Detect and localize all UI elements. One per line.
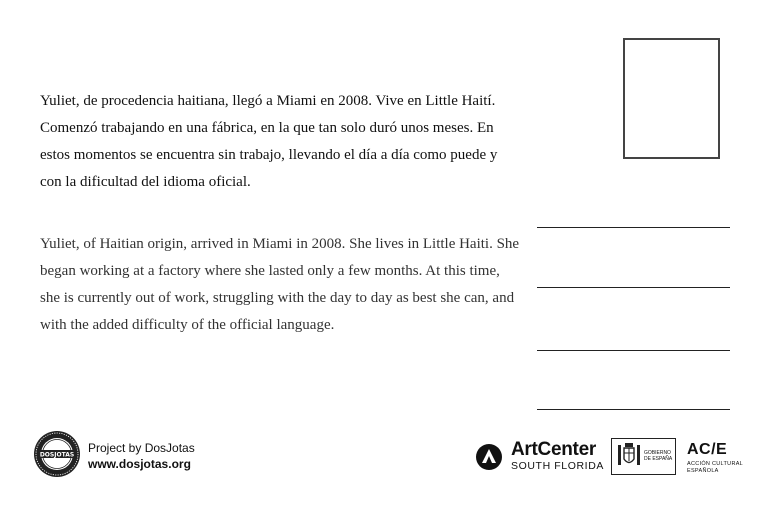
ace-name: AC/E [687, 441, 728, 458]
project-credit: Project by DosJotas [88, 441, 195, 455]
artcenter-name: ArtCenter [511, 439, 596, 460]
stamp-box [623, 38, 720, 159]
spain-coat-of-arms-icon [616, 442, 642, 471]
gobierno-logo [611, 438, 676, 475]
gobierno-text: GOBIERNO DE ESPAÑA [644, 450, 673, 462]
seal-text: DOSJOTAS [39, 451, 75, 459]
address-line [537, 350, 730, 351]
address-line [537, 227, 730, 228]
english-description: Yuliet, of Haitian origin, arrived in Miami in 2008. She lives in Little Haiti. She began working at a factory where she lasted only a few months. At this time, she is currently out of work, struggling with the day to day as best she can, and with the added difficulty of the official language. [40, 236, 520, 333]
ace-subtitle: ACCIÓN CULTURAL ESPAÑOLA [687, 461, 744, 474]
artcenter-subtitle: SOUTH FLORIDA [511, 460, 604, 472]
spanish-description: Yuliet, de procedencia haitiana, llegó a Miami en 2008. Vive en Little Haití. Comenzó trabajando en una fábrica, en la que tan solo duró unos meses. En estos momentos se encuentra sin trabajo, llevando el día a día como puede y con la dificultad del idioma oficial. [40, 93, 498, 190]
ace-logo [687, 441, 743, 474]
website-link[interactable]: www.dosjotas.org [88, 457, 191, 471]
dosjotas-seal-icon [33, 430, 81, 478]
address-line [537, 287, 730, 288]
address-line [537, 409, 730, 410]
artcenter-logo-icon [475, 443, 503, 471]
